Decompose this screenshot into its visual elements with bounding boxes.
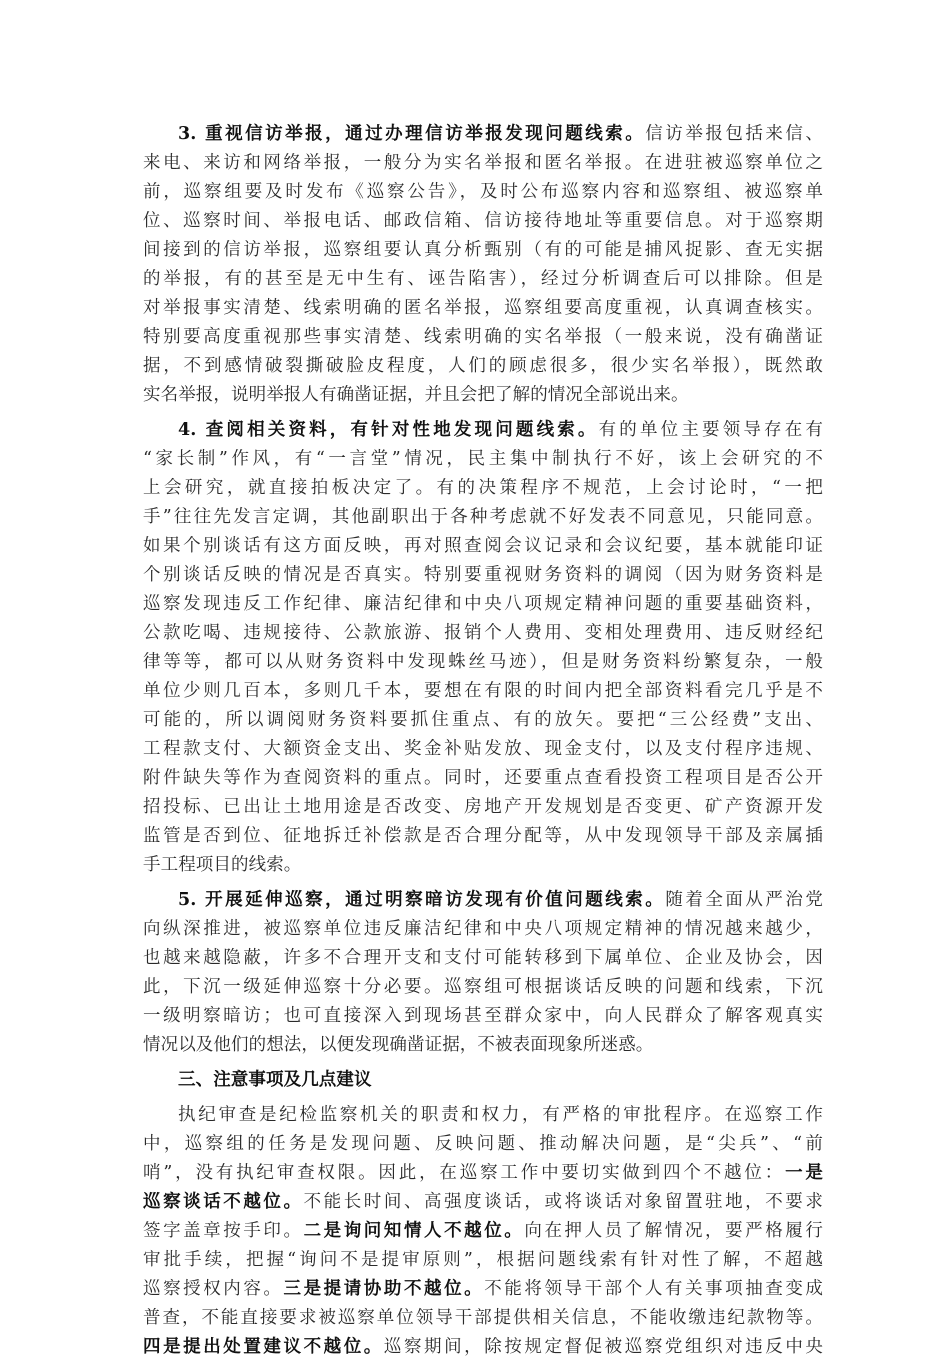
paragraph-section-4 [143,416,823,880]
bold-phrase: 二是询问知情人不越位。 [303,1221,525,1241]
paragraph-line: 据，不到感情破裂撕破脸皮程度，人们的顾虑很多，很少实名举报），既然敢 [143,356,823,376]
paragraph-lead: 3. 重视信访举报，通过办理信访举报发现问题线索。 [178,124,646,144]
paragraph-line: 也越来越隐蔽，许多不合理开支和支付可能转移到下属单位、企业及协会，因 [143,948,823,968]
paragraph-line: 实名举报，说明举报人有确凿证据，并且会把了解的情况全部说出来。 [143,385,689,405]
paragraph-line: 四是提出处置建议不越位。巡察期间，除按规定督促被巡察党组织对违反中央 [143,1337,823,1357]
section-heading-text: 三、注意事项及几点建议 [178,1070,372,1090]
paragraph-line: 前，巡察组要及时发布《巡察公告》，及时公布巡察内容和巡察组、被巡察单 [143,182,823,202]
paragraph-line: 巡察发现违反工作纪律、廉洁纪律和中央八项规定精神问题的重要基础资料， [143,594,823,614]
paragraph-line: 哨”，没有执纪审查权限。因此，在巡察工作中要切实做到四个不越位：一是 [143,1163,823,1183]
paragraph-lead: 4. 查阅相关资料，有针对性地发现问题线索。 [178,420,599,440]
paragraph-lead: 5. 开展延伸巡察，通过明察暗访发现有价值问题线索。 [178,890,666,910]
paragraph-line: 来电、来访和网络举报，一般分为实名举报和匿名举报。在进驻被巡察单位之 [143,153,823,173]
paragraph-line: 手”往往先发言定调，其他副职出于各种考虑就不好发表不同意见，只能同意。 [143,507,823,527]
paragraph-line: 附件缺失等作为查阅资料的重点。同时，还要重点查看投资工程项目是否公开 [143,768,823,788]
paragraph-line: 巡察授权内容。三是提请协助不越位。不能将领导干部个人有关事项抽查变成 [143,1279,824,1299]
paragraph-line: 情况以及他们的想法，以便发现确凿证据，不被表面现象所迷惑。 [143,1035,654,1055]
paragraph-section-5 [143,886,823,1060]
paragraph-line: 公款吃喝、违规接待、公款旅游、报销个人费用、变相处理费用、违反财经纪 [143,623,823,643]
paragraph-line: 个别谈话反映的情况是否真实。特别要重视财务资料的调阅（因为财务资料是 [143,565,823,585]
paragraph-line: 工程款支付、大额资金支出、奖金补贴发放、现金支付，以及支付程序违规、 [143,739,823,759]
paragraph-section-final [143,1101,823,1362]
paragraph-line: 的举报，有的甚至是无中生有、诬告陷害），经过分析调查后可以排除。但是 [143,269,823,289]
paragraph-line: 可能的，所以调阅财务资料要抓住重点、有的放矢。要把“三公经费”支出、 [143,710,823,730]
paragraph-line: 此，下沉一级延伸巡察十分必要。巡察组可根据谈话反映的问题和线索，下沉 [143,977,823,997]
paragraph-line: 巡察谈话不越位。不能长时间、高强度谈话，或将谈话对象留置驻地，不要求 [143,1192,823,1212]
paragraph-line: 单位少则几百本，多则几千本，要想在有限的时间内把全部资料看完几乎是不 [143,681,823,701]
paragraph-line: 间接到的信访举报，巡察组要认真分析甄别（有的可能是捕风捉影、查无实据 [143,240,823,260]
paragraph-line: 如果个别谈话有这方面反映，再对照查阅会议记录和会议纪要，基本就能印证 [143,536,823,556]
paragraph-line: 招投标、已出让土地用途是否改变、房地产开发规划是否变更、矿产资源开发 [143,797,823,817]
bold-phrase: 四是提出处置建议不越位。 [143,1337,384,1357]
bold-phrase: 一是 [785,1163,823,1183]
paragraph-line: 5. 开展延伸巡察，通过明察暗访发现有价值问题线索。随着全面从严治党 [178,890,823,910]
bold-phrase: 巡察谈话不越位。 [143,1192,304,1212]
paragraph-line: 监管是否到位、征地拆迁补偿款是否合理分配等，从中发现领导干部及亲属插 [143,826,823,846]
paragraph-line: 特别要高度重视那些事实清楚、线索明确的实名举报（一般来说，没有确凿证 [143,327,823,347]
paragraph-line: 普查，不能直接要求被巡察单位领导干部提供相关信息，不能收缴违纪款物等。 [143,1308,823,1328]
paragraph-section-3 [143,120,823,410]
bold-phrase: 三是提请协助不越位。 [283,1279,485,1299]
paragraph-line: 律等等，都可以从财务资料中发现蛛丝马迹），但是财务资料纷繁复杂，一般 [143,652,823,672]
paragraph-line: 一级明察暗访；也可直接深入到现场甚至群众家中，向人民群众了解客观真实 [143,1006,823,1026]
paragraph-line: 审批手续，把握“询问不是提审原则”，根据问题线索有针对性了解，不超越 [143,1250,823,1270]
paragraph-line: 签字盖章按手印。二是询问知情人不越位。向在押人员了解情况，要严格履行 [143,1221,823,1241]
paragraph-line: 向纵深推进，被巡察单位违反廉洁纪律和中央八项规定精神的情况越来越少， [143,919,823,939]
paragraph-line: 中，巡察组的任务是发现问题、反映问题、推动解决问题，是“尖兵”、“前 [143,1134,823,1154]
paragraph-line: 4. 查阅相关资料，有针对性地发现问题线索。有的单位主要领导存在有 [178,420,824,440]
paragraph-line: 3. 重视信访举报，通过办理信访举报发现问题线索。信访举报包括来信、 [178,124,823,144]
paragraph-line: 上会研究，就直接拍板决定了。有的决策程序不规范，上会讨论时，“一把 [143,478,823,498]
paragraph-line: 执纪审查是纪检监察机关的职责和权力，有严格的审批程序。在巡察工作 [178,1105,823,1125]
paragraph-line: 对举报事实清楚、线索明确的匿名举报，巡察组要高度重视，认真调查核实。 [143,298,823,318]
section-heading [143,1066,823,1095]
paragraph-line: “家长制”作风，有“一言堂”情况，民主集中制执行不好，该上会研究的不 [143,449,823,469]
document-page [143,120,823,1368]
paragraph-line: 手工程项目的线索。 [143,855,302,875]
paragraph-line: 位、巡察时间、举报电话、邮政信箱、信访接待地址等重要信息。对于巡察期 [143,211,823,231]
